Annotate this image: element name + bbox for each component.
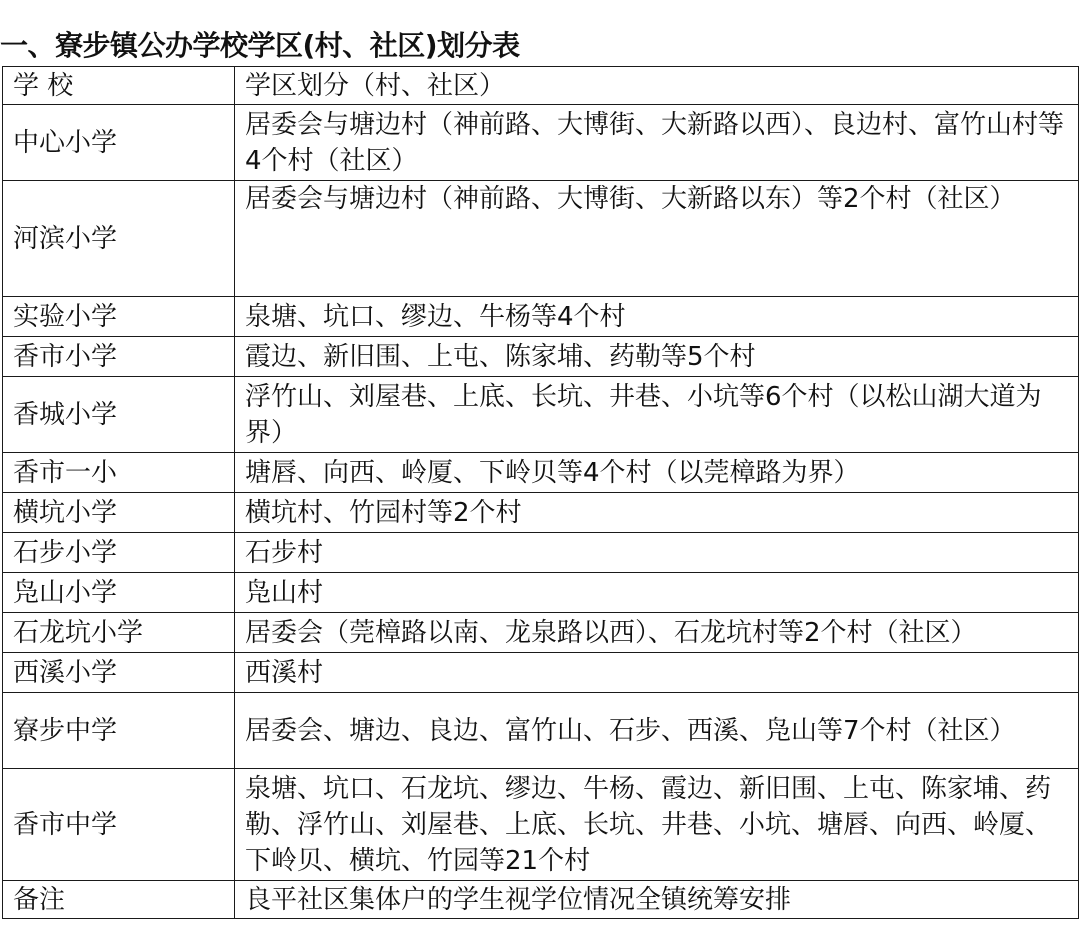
table-row [3,453,1079,493]
district-cell: 居委会与塘边村（神前路、大博街、大新路以东）等2个村（社区） [235,181,1079,297]
district-cell: 浮竹山、刘屋巷、上底、长坑、井巷、小坑等6个村（以松山湖大道为界） [235,377,1079,453]
district-cell: 霞边、新旧围、上屯、陈家埔、药勒等5个村 [235,337,1079,377]
district-cell: 横坑村、竹园村等2个村 [235,493,1079,533]
district-cell: 泉塘、坑口、缪边、牛杨等4个村 [235,297,1079,337]
page-title: 一、寮步镇公办学校学区(村、社区)划分表 [0,29,520,62]
school-name: 中心小学 [3,105,235,181]
district-cell: 凫山村 [235,573,1079,613]
school-name: 实验小学 [3,297,235,337]
column-header-school: 学 校 [3,67,235,105]
school-name: 凫山小学 [3,573,235,613]
district-cell: 石步村 [235,533,1079,573]
school-name: 备注 [3,881,235,919]
district-cell: 居委会（莞樟路以南、龙泉路以西）、石龙坑村等2个村（社区） [235,613,1079,653]
table-header-row [3,67,1079,105]
school-name: 香城小学 [3,377,235,453]
district-cell: 西溪村 [235,653,1079,693]
table-row [3,573,1079,613]
table-row [3,493,1079,533]
table-row [3,769,1079,881]
school-name: 河滨小学 [3,181,235,297]
school-district-table [2,66,1079,919]
district-cell: 居委会与塘边村（神前路、大博街、大新路以西）、良边村、富竹山村等4个村（社区） [235,105,1079,181]
school-name: 石龙坑小学 [3,613,235,653]
table-row [3,693,1079,769]
table-row [3,613,1079,653]
table-row [3,105,1079,181]
school-name: 寮步中学 [3,693,235,769]
table-row [3,533,1079,573]
table-row [3,337,1079,377]
school-name: 西溪小学 [3,653,235,693]
table-row [3,181,1079,297]
table-row [3,881,1079,919]
column-header-district: 学区划分（村、社区） [235,67,1079,105]
district-cell: 塘唇、向西、岭厦、下岭贝等4个村（以莞樟路为界） [235,453,1079,493]
district-cell: 良平社区集体户的学生视学位情况全镇统筹安排 [235,881,1079,919]
school-name: 香市小学 [3,337,235,377]
table-row [3,377,1079,453]
school-name: 石步小学 [3,533,235,573]
school-name: 横坑小学 [3,493,235,533]
table-row [3,297,1079,337]
school-name: 香市一小 [3,453,235,493]
district-cell: 泉塘、坑口、石龙坑、缪边、牛杨、霞边、新旧围、上屯、陈家埔、药勒、浮竹山、刘屋巷、上底、长坑、井巷、小坑、塘唇、向西、岭厦、下岭贝、横坑、竹园等21个村 [235,769,1079,881]
district-cell: 居委会、塘边、良边、富竹山、石步、西溪、凫山等7个村（社区） [235,693,1079,769]
table-row [3,653,1079,693]
school-name: 香市中学 [3,769,235,881]
